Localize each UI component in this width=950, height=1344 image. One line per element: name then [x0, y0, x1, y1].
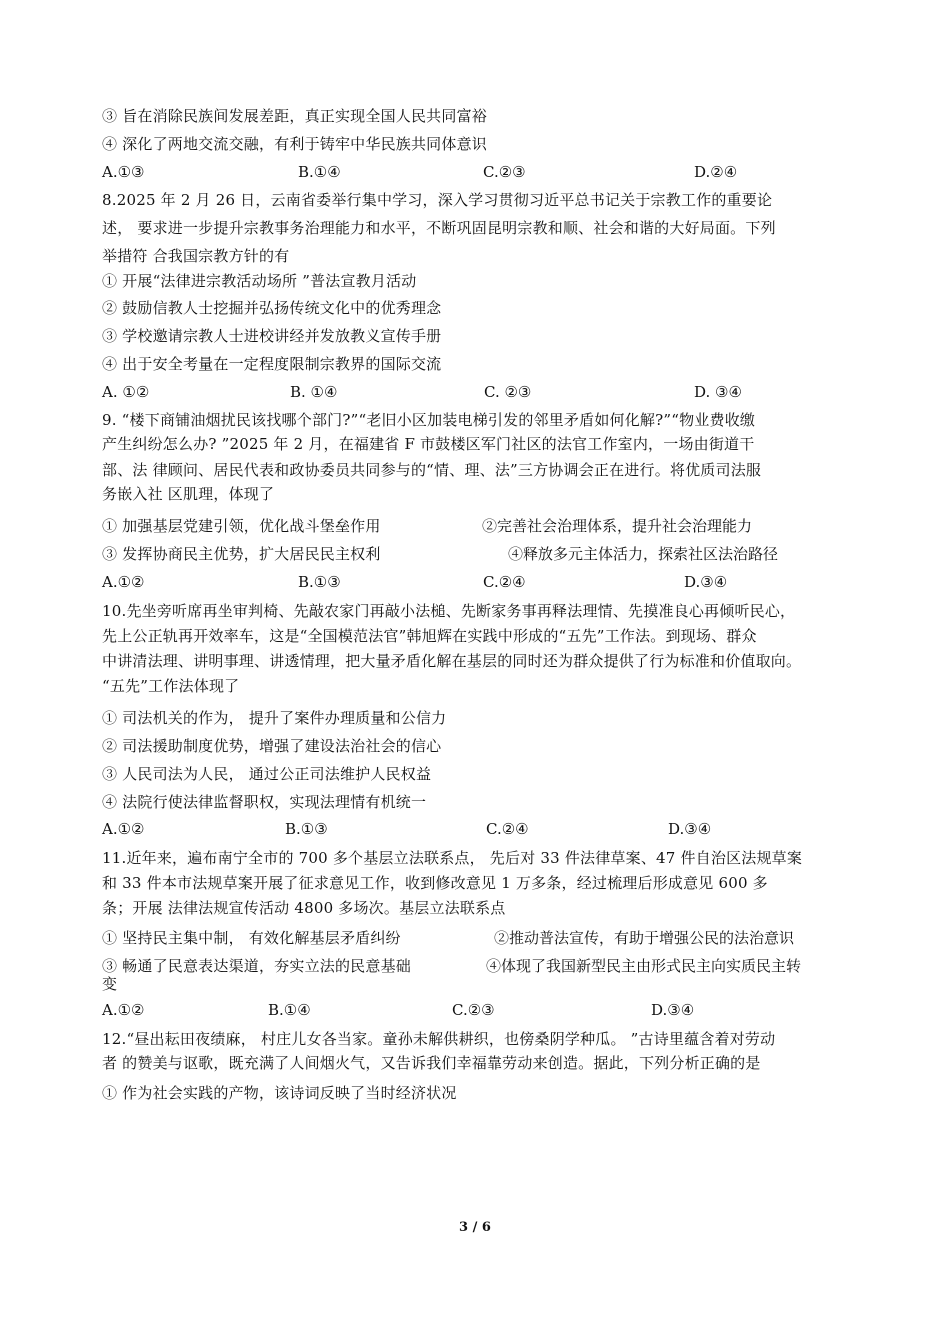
- q8-option-d: D. ③④: [694, 383, 742, 401]
- q8-stem-line-3: 举措符 合我国宗教方针的有: [102, 247, 290, 265]
- q10-item-1: ① 司法机关的作为， 提升了案件办理质量和公信力: [102, 709, 447, 727]
- q10-option-d: D.③④: [668, 820, 712, 838]
- q7-option-b: B.①④: [298, 163, 341, 181]
- q10-item-4: ④ 法院行使法律监督职权，实现法理情有机统一: [102, 793, 427, 811]
- q9-option-a: A.①②: [102, 573, 145, 591]
- q9-stem-line-4: 务嵌入社 区肌理，体现了: [102, 485, 275, 503]
- q11-stem-line-2: 和 33 件本市法规草案开展了征求意见工作，收到修改意见 1 万多条，经过梳理后形成意见 600 多: [102, 874, 768, 892]
- q11-option-d: D.③④: [651, 1001, 695, 1019]
- page-number: 3 / 6: [459, 1220, 491, 1235]
- q11-item-3: ③ 畅通了民意表达渠道，夯实立法的民意基础: [102, 957, 411, 975]
- q8-option-c: C. ②③: [484, 383, 532, 401]
- q11-stem-line-1: 11.近年来，遍布南宁全市的 700 多个基层立法联系点， 先后对 33 件法律草案、47 件自治区法规草案: [102, 849, 803, 867]
- q11-item-1: ① 坚持民主集中制， 有效化解基层矛盾纠纷: [102, 929, 401, 947]
- q10-stem-line-3: 中讲清法理、讲明事理、讲透情理，把大量矛盾化解在基层的同时还为群众提供了行为标准和价值取向。: [102, 652, 802, 670]
- q10-option-a: A.①②: [102, 820, 145, 838]
- q11-item-4-wrap: 变: [102, 975, 118, 993]
- q9-item-1: ① 加强基层党建引领，优化战斗堡垒作用: [102, 517, 381, 535]
- q11-stem-line-3: 条；开展 法律法规宣传活动 4800 多场次。基层立法联系点: [102, 899, 506, 917]
- q10-option-c: C.②④: [486, 820, 529, 838]
- q9-option-c: C.②④: [483, 573, 526, 591]
- q12-stem-line-2: 者 的赞美与讴歌，既充满了人间烟火气，又告诉我们幸福靠劳动来创造。据此，下列分析正确的是: [102, 1054, 761, 1072]
- q11-option-b: B.①④: [268, 1001, 311, 1019]
- q7-option-a: A.①③: [102, 163, 145, 181]
- q12-item-1: ① 作为社会实践的产物，该诗词反映了当时经济状况: [102, 1084, 457, 1102]
- q11-option-a: A.①②: [102, 1001, 145, 1019]
- q11-item-4: ④体现了我国新型民主由形式民主向实质民主转: [486, 957, 802, 975]
- q7-option-d: D.②④: [694, 163, 738, 181]
- q7-option-c: C.②③: [483, 163, 526, 181]
- q11-option-c: C.②③: [452, 1001, 495, 1019]
- q9-option-b: B.①③: [298, 573, 341, 591]
- q8-option-a: A. ①②: [102, 383, 150, 401]
- q7-item-4: ④ 深化了两地交流交融，有利于铸牢中华民族共同体意识: [102, 135, 487, 153]
- q8-item-4: ④ 出于安全考量在一定程度限制宗教界的国际交流: [102, 355, 442, 373]
- q9-stem-line-3: 部、法 律顾问、居民代表和政协委员共同参与的“情、理、法”三方协调会正在进行。将优质司法服: [102, 461, 762, 479]
- q9-stem-line-2: 产生纠纷怎么办? ”2025 年 2 月，在福建省 F 市鼓楼区军门社区的法官工作室内，一场由街道干: [102, 435, 755, 453]
- q9-option-d: D.③④: [684, 573, 728, 591]
- q10-stem-line-1: 10.先坐旁听席再坐审判椅、先敲农家门再敲小法槌、先断家务事再释法理情、先摸准良心再倾听民心，: [102, 602, 796, 620]
- q8-item-1: ① 开展“法律进宗教活动场所 ”普法宣教月活动: [102, 272, 417, 290]
- q10-option-b: B.①③: [285, 820, 328, 838]
- q9-item-4: ④释放多元主体活力，探索社区法治路径: [508, 545, 779, 563]
- q12-stem-line-1: 12.“昼出耘田夜绩麻， 村庄儿女各当家。童孙未解供耕织，也傍桑阴学种瓜。 ”古诗里蕴含着对劳动: [102, 1030, 776, 1048]
- q8-stem-line-2: 述， 要求进一步提升宗教事务治理能力和水平，不断巩固昆明宗教和顺、社会和谐的大好局面。下列: [102, 219, 776, 237]
- q7-item-3: ③ 旨在消除民族间发展差距，真正实现全国人民共同富裕: [102, 107, 487, 125]
- q9-stem-line-1: 9. “楼下商铺油烟扰民该找哪个部门?”“老旧小区加装电梯引发的邻里矛盾如何化解?”“物业费收缴: [102, 411, 756, 429]
- q9-item-2: ②完善社会治理体系，提升社会治理能力: [482, 517, 753, 535]
- q10-stem-line-4: “五先”工作法体现了: [102, 677, 240, 695]
- q8-option-b: B. ①④: [290, 383, 338, 401]
- q8-item-2: ② 鼓励信教人士挖掘并弘扬传统文化中的优秀理念: [102, 299, 442, 317]
- q11-item-2: ②推动普法宣传，有助于增强公民的法治意识: [494, 929, 795, 947]
- q8-stem-line-1: 8.2025 年 2 月 26 日，云南省委举行集中学习，深入学习贯彻习近平总书记关于宗教工作的重要论: [102, 191, 773, 209]
- q10-stem-line-2: 先上公正轨再开效率车，这是“全国模范法官”韩旭辉在实践中形成的“五先”工作法。到现场、群众: [102, 627, 757, 645]
- q10-item-2: ② 司法援助制度优势，增强了建设法治社会的信心: [102, 737, 442, 755]
- q8-item-3: ③ 学校邀请宗教人士进校讲经并发放教义宣传手册: [102, 327, 442, 345]
- q9-item-3: ③ 发挥协商民主优势，扩大居民民主权利: [102, 545, 381, 563]
- q10-item-3: ③ 人民司法为人民， 通过公正司法维护人民权益: [102, 765, 432, 783]
